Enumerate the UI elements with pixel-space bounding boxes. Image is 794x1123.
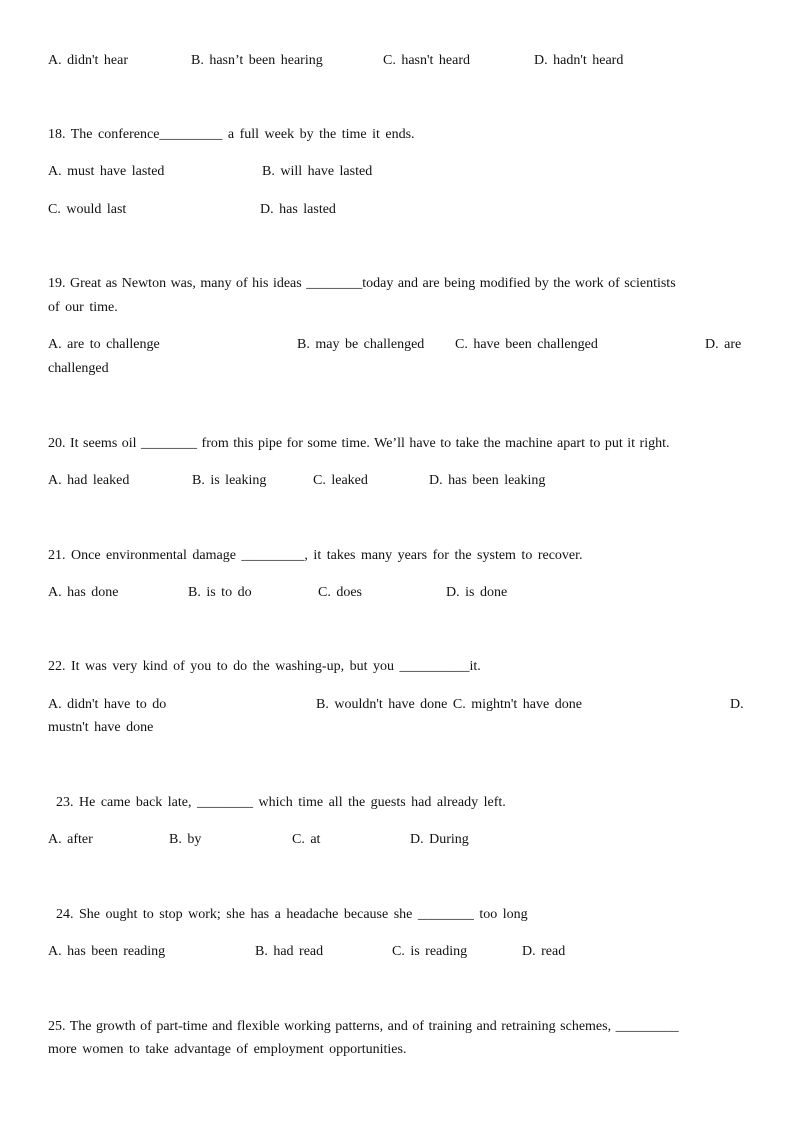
option-a: A. has been reading (48, 944, 166, 959)
option-d: D. During (410, 832, 469, 847)
question-stem-line-2: of our time. (48, 300, 118, 315)
option-a: A. had leaked (48, 473, 130, 488)
option-c: C. is reading (392, 944, 468, 959)
question-stem-line-2: more women to take advantage of employment opportunities. (48, 1042, 407, 1057)
option-a: A. has done (48, 585, 119, 600)
option-b-c: B. wouldn't have done C. mightn't have done (316, 697, 582, 712)
option-a: A. didn't hear (48, 53, 129, 68)
option-b: B. may be challenged (297, 337, 425, 352)
option-c: C. would last (48, 202, 127, 217)
option-a: A. after (48, 832, 93, 847)
option-c: C. leaked (313, 473, 368, 488)
question-stem: 18. The conference_________ a full week by the time it ends. (48, 127, 415, 142)
option-d: D. read (522, 944, 566, 959)
option-b: B. is to do (188, 585, 252, 600)
option-c: C. hasn't heard (383, 53, 471, 68)
option-a: A. didn't have to do (48, 697, 167, 712)
question-stem: 24. She ought to stop work; she has a headache because she ________ too long (56, 907, 528, 922)
option-b: B. had read (255, 944, 324, 959)
option-b: B. by (169, 832, 202, 847)
option-d: D. is done (446, 585, 508, 600)
option-b: B. hasn’t been hearing (191, 53, 323, 68)
option-d: D. (730, 697, 744, 712)
option-d: D. has lasted (260, 202, 336, 217)
option-b: B. will have lasted (262, 164, 373, 179)
option-d: D. hadn't heard (534, 53, 624, 68)
option-b: B. is leaking (192, 473, 267, 488)
option-c: C. does (318, 585, 362, 600)
question-stem: 22. It was very kind of you to do the washing-up, but you __________it. (48, 659, 481, 674)
option-a: A. are to challenge (48, 337, 160, 352)
option-d-continued: mustn't have done (48, 720, 154, 735)
question-stem: 21. Once environmental damage _________, it takes many years for the system to recover. (48, 548, 583, 563)
option-c: C. have been challenged (455, 337, 598, 352)
question-stem-line-1: 25. The growth of part-time and flexible working patterns, and of training and retraining schemes, _________ (48, 1019, 679, 1034)
option-d: D. are (705, 337, 742, 352)
question-stem-line-1: 19. Great as Newton was, many of his ideas ________today and are being modified by the work of scientists (48, 276, 676, 291)
question-stem: 23. He came back late, ________ which time all the guests had already left. (56, 795, 506, 810)
question-stem: 20. It seems oil ________ from this pipe for some time. We’ll have to take the machine apart to put it right. (48, 436, 670, 451)
option-a: A. must have lasted (48, 164, 165, 179)
option-d-continued: challenged (48, 361, 109, 376)
option-c: C. at (292, 832, 321, 847)
option-d: D. has been leaking (429, 473, 546, 488)
